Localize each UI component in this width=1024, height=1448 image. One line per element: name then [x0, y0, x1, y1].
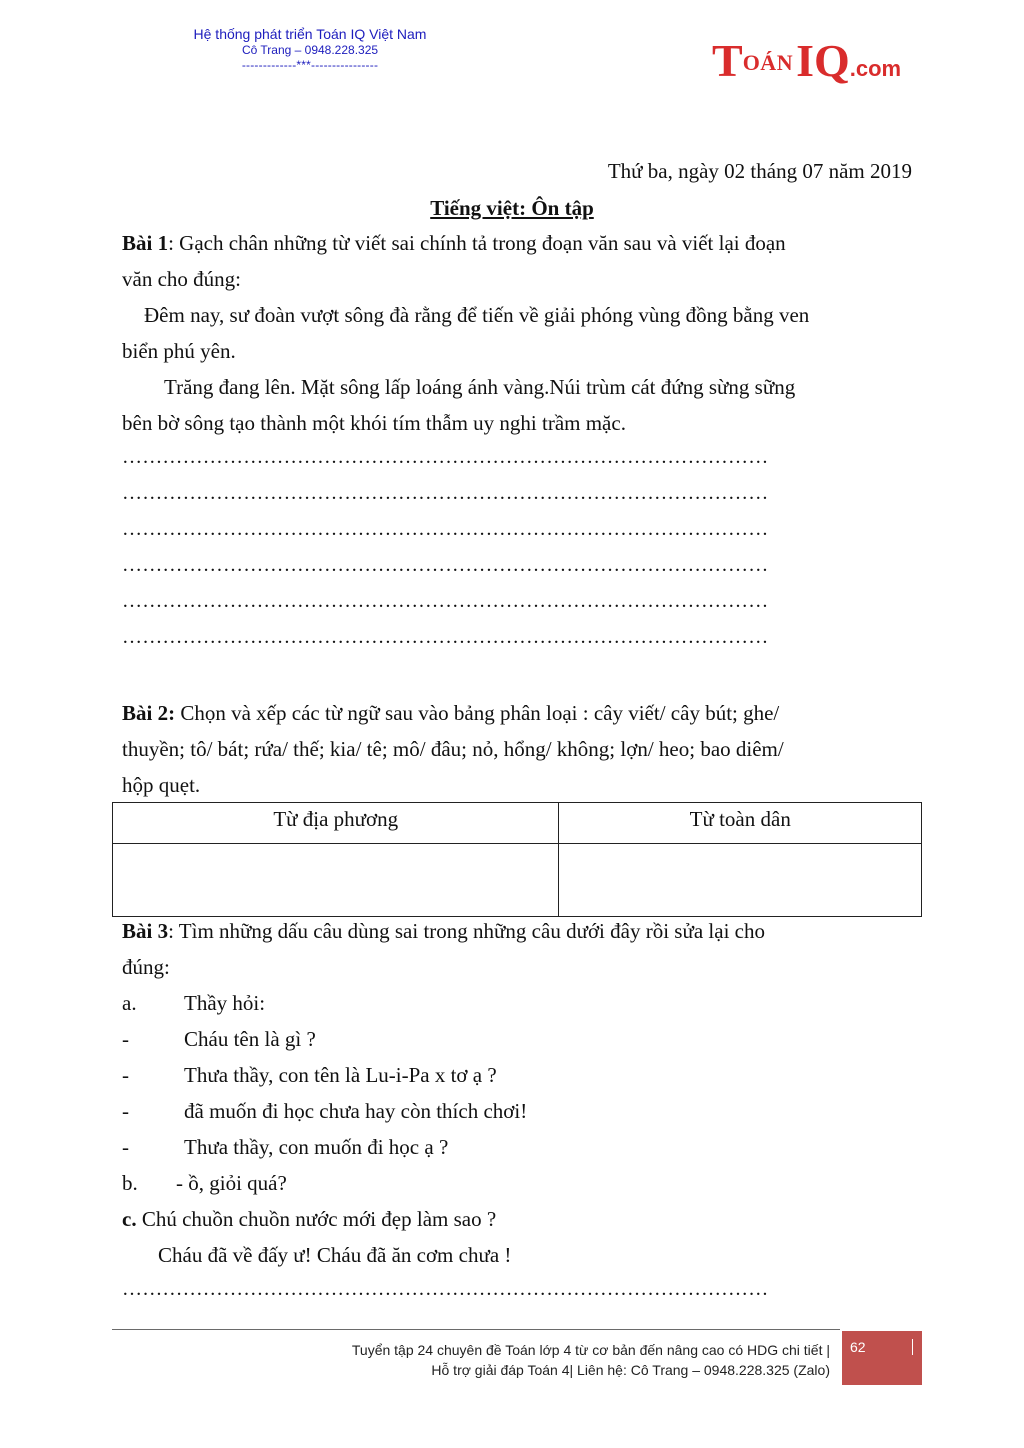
page-number-box — [842, 1331, 922, 1385]
page-number-divider — [912, 1339, 913, 1355]
bai3-c-text-2: Cháu đã về đấy ư! Cháu đã ăn cơm chưa ! — [158, 1243, 512, 1267]
footer-rule — [112, 1329, 840, 1330]
list-item: Thưa thầy, con tên là Lu-i-Pa x tơ ạ ? — [184, 1063, 497, 1087]
table-header-toan-dan: Từ toàn dân — [559, 803, 922, 844]
bai1-paragraph-2a: Trăng đang lên. Mặt sông lấp loáng ánh vàng.Núi trùm cát đứng sừng sững — [164, 375, 796, 399]
header-contact: Cô Trang – 0948.228.325 — [241, 43, 379, 57]
footer-text — [352, 1340, 830, 1380]
list-item: Thầy hỏi: — [184, 991, 266, 1015]
logo-com: .com — [849, 56, 902, 81]
answer-dotted-line: …………………………………………………………………………………… — [122, 554, 769, 576]
page-title: Tiếng việt: Ôn tập — [430, 196, 594, 220]
bai1-paragraph-2b: bên bờ sông tạo thành một khói tím thẫm uy nghi trầm mặc. — [122, 411, 626, 435]
list-marker: - — [122, 1135, 129, 1159]
header-org: Hệ thống phát triển Toán IQ Việt Nam — [193, 26, 427, 42]
list-item: Cháu tên là gì ? — [184, 1027, 316, 1051]
bai1-prompt-1: : Gạch chân những từ viết sai chính tả trong đoạn văn sau và viết lại đoạn — [168, 231, 786, 255]
bai3-c-label: c. — [122, 1207, 137, 1231]
answer-dotted-line: …………………………………………………………………………………… — [122, 482, 769, 504]
bai2-text-3: hộp quẹt. — [122, 773, 201, 797]
classification-table — [112, 802, 922, 917]
answer-dotted-line: …………………………………………………………………………………… — [122, 626, 769, 648]
bai2-label: Bài 2: — [122, 701, 176, 725]
logo-iq: IQ — [796, 35, 850, 86]
bai3-line-1 — [122, 918, 765, 944]
footer-line-2: Hỗ trợ giải đáp Toán 4| Liên hệ: Cô Trang – 0948.228.325 (Zalo) — [431, 1362, 830, 1378]
footer-line-1: Tuyển tập 24 chuyên đề Toán lớp 4 từ cơ bản đến nâng cao có HDG chi tiết | — [351, 1342, 830, 1358]
page-number: 62 — [850, 1339, 866, 1355]
bai1-prompt-2: văn cho đúng: — [122, 267, 241, 291]
answer-dotted-line: …………………………………………………………………………………… — [122, 1278, 769, 1300]
table-cell-empty — [113, 844, 559, 917]
list-marker: - — [122, 1099, 129, 1123]
logo-oan: OÁN — [742, 50, 794, 75]
bai1-label: Bài 1 — [122, 231, 169, 255]
list-item: đã muốn đi học chưa hay còn thích chơi! — [184, 1099, 528, 1123]
table-header-dia-phuong: Từ địa phương — [113, 803, 559, 844]
bai1-paragraph-1b: biển phú yên. — [122, 339, 236, 363]
date-line: Thứ ba, ngày 02 tháng 07 năm 2019 — [607, 159, 912, 183]
header-separator: -------------***---------------- — [241, 58, 379, 72]
list-item: - ồ, giỏi quá? — [176, 1171, 287, 1195]
list-marker: - — [122, 1063, 129, 1087]
bai2-line-1 — [122, 700, 779, 726]
bai2-text-2: thuyền; tô/ bát; rứa/ thế; kia/ tê; mô/ đâu; nỏ, hổng/ không; lợn/ heo; bao diêm/ — [122, 737, 784, 761]
toaniq-logo — [712, 34, 912, 84]
answer-dotted-line: …………………………………………………………………………………… — [122, 590, 769, 612]
list-marker: - — [122, 1027, 129, 1051]
bai3-text-1: : Tìm những dấu câu dùng sai trong những câu dưới đây rồi sửa lại cho — [168, 919, 765, 943]
bai3-label: Bài 3 — [122, 919, 169, 943]
bai3-c-line-1 — [122, 1206, 496, 1232]
bai2-text-1: Chọn và xếp các từ ngữ sau vào bảng phân loại : cây viết/ cây bút; ghe/ — [175, 701, 780, 725]
table-cell-empty — [559, 844, 922, 917]
logo-t: T — [712, 35, 743, 86]
list-marker: a. — [122, 991, 137, 1015]
bai3-text-2: đúng: — [122, 955, 170, 979]
answer-dotted-line: …………………………………………………………………………………… — [122, 446, 769, 468]
answer-dotted-line: …………………………………………………………………………………… — [122, 518, 769, 540]
bai1-prompt-line-1 — [122, 230, 786, 256]
bai3-c-text-1: Chú chuồn chuồn nước mới đẹp làm sao ? — [136, 1207, 497, 1231]
list-marker: b. — [122, 1171, 138, 1195]
bai1-paragraph-1a: Đêm nay, sư đoàn vượt sông đà rằng để tiến về giải phóng vùng đồng bằng ven — [144, 303, 810, 327]
header-block — [150, 26, 470, 72]
list-item: Thưa thầy, con muốn đi học ạ ? — [184, 1135, 449, 1159]
